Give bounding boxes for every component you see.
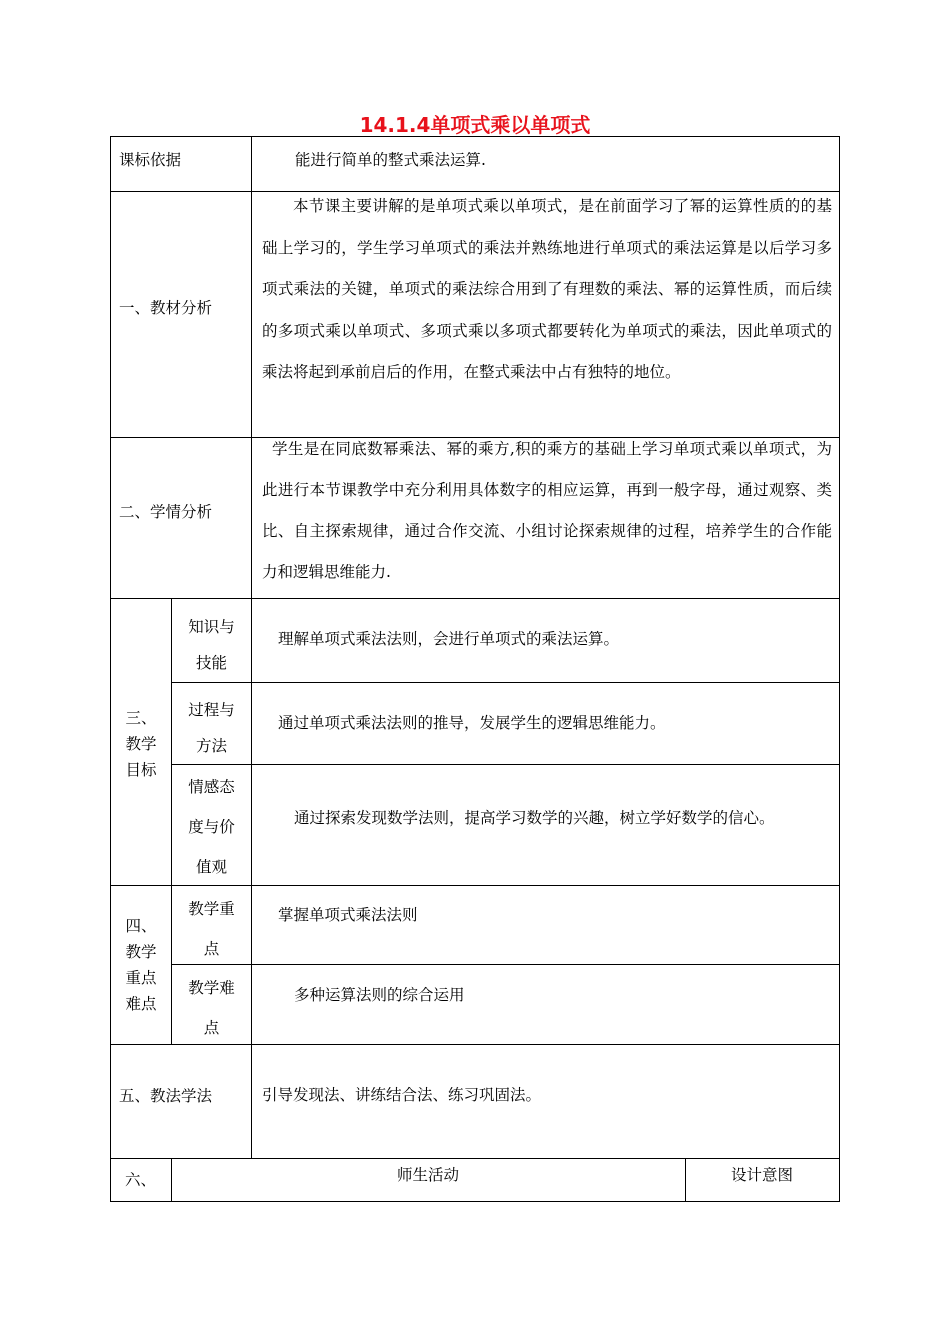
goals-label-line-3: 目标 (125, 761, 157, 779)
row-basis-label-cell (110, 136, 252, 192)
goal-process-label-cell (171, 682, 252, 765)
row-process-label: 六、 (125, 1171, 157, 1189)
keypoints-label-line-1: 四、 (125, 917, 157, 935)
goal-knowledge-label-cell (171, 598, 252, 683)
keypoint-difficulty-label-line-2: 点 (203, 1019, 220, 1037)
keypoint-difficulty-content-cell (251, 964, 840, 1045)
goal-emotion-content: 通过探索发现数学法则，提高学习数学的兴趣，树立学好数学的信心。 (294, 809, 775, 827)
row-students-content-cell (251, 437, 840, 599)
row-material-label: 一、教材分析 (119, 299, 213, 317)
row-basis-content: 能进行简单的整式乘法运算. (295, 151, 486, 169)
goal-emotion-label-cell (171, 764, 252, 886)
goal-knowledge-content: 理解单项式乘法法则，会进行单项式的乘法运算。 (278, 630, 620, 648)
row-process-col2-cell (685, 1158, 840, 1202)
row-basis-content-cell (251, 136, 840, 192)
row-students-label-cell (110, 437, 252, 599)
goal-knowledge-label-line-2: 技能 (195, 654, 227, 672)
goal-knowledge-label-line-1: 知识与 (188, 618, 235, 636)
row-methods-label-cell (110, 1044, 252, 1159)
keypoint-difficulty-label-cell (171, 964, 252, 1045)
goals-label-line-1: 三、 (125, 709, 157, 727)
keypoints-label-line-3: 重点 (125, 969, 157, 987)
goals-group-label-cell (110, 598, 172, 886)
goal-process-content-cell (251, 682, 840, 765)
row-process-col1-cell (171, 1158, 686, 1202)
row-methods-content-cell (251, 1044, 840, 1159)
keypoint-focus-label (172, 889, 251, 969)
row-students-content: 学生是在同底数幂乘法、幂的乘方,积的乘方的基础上学习单项式乘以单项式，为此进行本节课教学中充分利用具体数字的相应运算，再到一般字母，通过观察、类比、自主探索规律，通过合作交流、小组讨论探索规律的过程，培养学生的合作能力和逻辑思维能力. (262, 440, 832, 581)
row-process-col1: 师生活动 (397, 1166, 460, 1184)
row-process-label-cell (110, 1158, 172, 1202)
goal-process-label-line-1: 过程与 (188, 701, 235, 719)
goals-group-label (111, 705, 171, 783)
keypoints-label-line-4: 难点 (125, 995, 157, 1013)
keypoint-focus-label-line-2: 点 (203, 940, 220, 958)
row-material-label-cell (110, 191, 252, 438)
row-methods-content: 引导发现法、讲练结合法、练习巩固法。 (262, 1086, 542, 1104)
goal-emotion-label-line-3: 值观 (195, 858, 227, 876)
document-title: 14.1.4单项式乘以单项式 (359, 113, 591, 137)
row-material-content: 本节课主要讲解的是单项式乘以单项式，是在前面学习了幂的运算性质的的基础上学习的，学生学习单项式的乘法并熟练地进行单项式的乘法运算是以后学习多项式乘法的关键，单项式的乘法综合用到了有理数的乘法、幂的运算性质，而后续的多项式乘以单项式、多项式乘以多项式都要转化为单项式的乘法，因此单项式的乘法将起到承前启后的作用，在整式乘法中占有独特的地位。 (262, 197, 832, 381)
goal-emotion-label-line-1: 情感态 (188, 778, 235, 796)
goal-process-content: 通过单项式乘法法则的推导，发展学生的逻辑思维能力。 (278, 714, 666, 732)
row-material-content-cell (251, 191, 840, 438)
keypoint-focus-label-line-1: 教学重 (188, 900, 235, 918)
keypoint-focus-content-cell (251, 885, 840, 965)
goal-knowledge-label (172, 609, 251, 681)
row-students-label: 二、学情分析 (119, 503, 213, 521)
goal-emotion-label (172, 767, 251, 887)
row-basis-label: 课标依据 (119, 151, 182, 169)
keypoint-focus-content: 掌握单项式乘法法则 (278, 906, 418, 924)
goal-emotion-label-line-2: 度与价 (188, 818, 235, 836)
goals-label-line-2: 教学 (125, 735, 157, 753)
goal-emotion-content-cell (251, 764, 840, 886)
keypoints-group-label-cell (110, 885, 172, 1045)
keypoint-difficulty-content: 多种运算法则的综合运用 (294, 986, 465, 1004)
row-process-col2: 设计意图 (731, 1166, 794, 1184)
goal-knowledge-content-cell (251, 598, 840, 683)
keypoints-label-line-2: 教学 (125, 943, 157, 961)
row-methods-label: 五、教法学法 (119, 1087, 213, 1105)
keypoint-difficulty-label-line-1: 教学难 (188, 979, 235, 997)
keypoint-difficulty-label (172, 968, 251, 1048)
keypoints-group-label (111, 913, 171, 1017)
goal-process-label-line-2: 方法 (195, 737, 227, 755)
goal-process-label (172, 692, 251, 764)
keypoint-focus-label-cell (171, 885, 252, 965)
